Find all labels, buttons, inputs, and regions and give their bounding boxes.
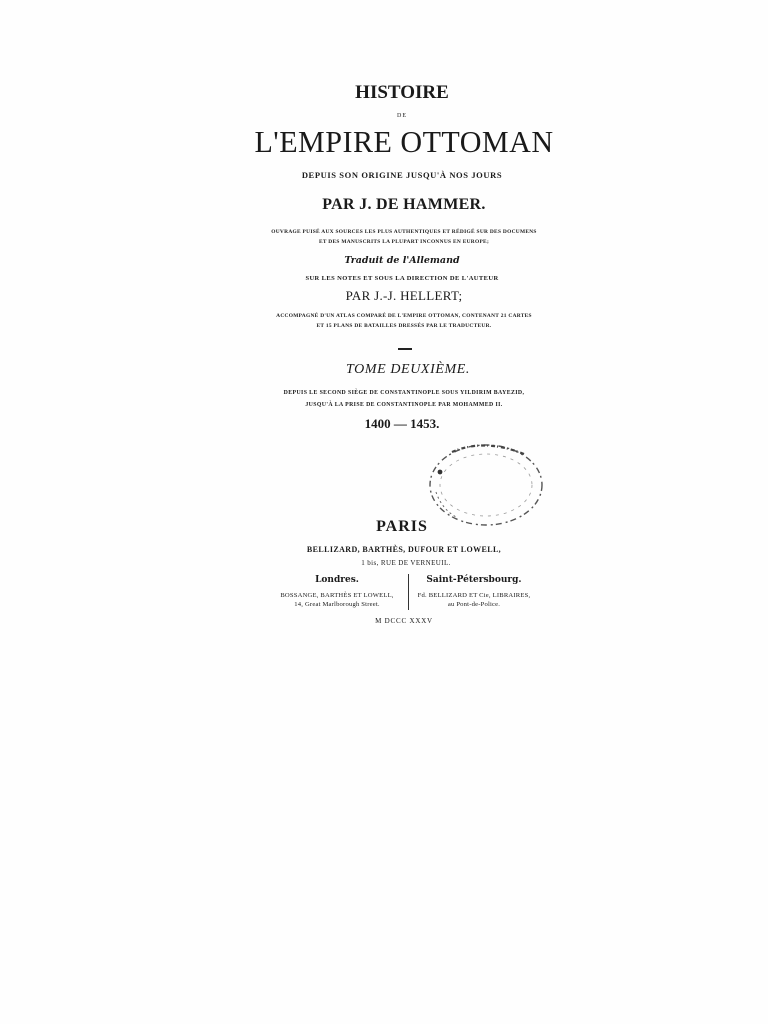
title-small-de: DE [397, 113, 407, 119]
volume-scope-line-2: JUSQU'À LA PRISE DE CONSTANTINOPLE PAR MOHAMMED II. [305, 402, 503, 408]
translated-from: Traduit de l'Allemand [344, 255, 460, 266]
london-line-2: 14, Great Marlborough Street. [294, 601, 380, 608]
london-heading: Londres. [315, 575, 359, 585]
st-petersburg-line-1: Fd. BELLIZARD ET Cie, LIBRAIRES, [417, 592, 531, 599]
title-line-histoire: HISTOIRE [355, 82, 449, 103]
atlas-note-line-1: ACCOMPAGNÉ D'UN ATLAS COMPARÉ DE L'EMPIRE OTTOMAN, CONTENANT 21 CARTES [276, 313, 532, 319]
london-imprint [268, 575, 406, 609]
subtitle: DEPUIS SON ORIGINE JUSQU'À NOS JOURS [301, 170, 503, 180]
volume-scope-line-1: DEPUIS LE SECOND SIÈGE DE CONSTANTINOPLE SOUS YILDIRIM BAYEZID, [283, 390, 525, 396]
publishers: BELLIZARD, BARTHÈS, DUFOUR ET LOWELL, [306, 545, 502, 554]
main-title: L'EMPIRE OTTOMAN [254, 124, 554, 159]
imprint-divider [408, 574, 409, 610]
divider-rule [398, 348, 412, 350]
year-range: 1400 — 1453. [364, 416, 440, 431]
st-petersburg-heading: Saint-Pétersbourg. [426, 575, 522, 585]
notes-direction: SUR LES NOTES ET SOUS LA DIRECTION DE L'AUTEUR [305, 275, 499, 282]
volume-heading: TOME DEUXIÈME. [345, 362, 470, 377]
work-note-line-2: ET DES MANUSCRITS LA PLUPART INCONNUS EN EUROPE; [318, 239, 490, 245]
st-petersburg-imprint [412, 575, 536, 609]
st-petersburg-line-2: au Pont-de-Police. [447, 601, 501, 608]
atlas-note-line-2: ET 15 PLANS DE BATAILLES DRESSÉS PAR LE TRADUCTEUR. [316, 323, 492, 329]
author-line: PAR J. DE HAMMER. [322, 196, 486, 213]
publication-date: M DCCC XXXV [375, 617, 433, 625]
london-line-1: BOSSANGE, BARTHÈS ET LOWELL, [280, 592, 394, 599]
translator-line: PAR J.-J. HELLERT; [345, 288, 463, 303]
publisher-address: 1 bis, RUE DE VERNEUIL. [361, 559, 451, 567]
city: PARIS [376, 518, 428, 535]
library-stamp-icon [424, 440, 554, 530]
work-note-line-1: OUVRAGE PUISÉ AUX SOURCES LES PLUS AUTHENTIQUES ET RÉDIGÉ SUR DES DOCUMENS [271, 229, 537, 235]
